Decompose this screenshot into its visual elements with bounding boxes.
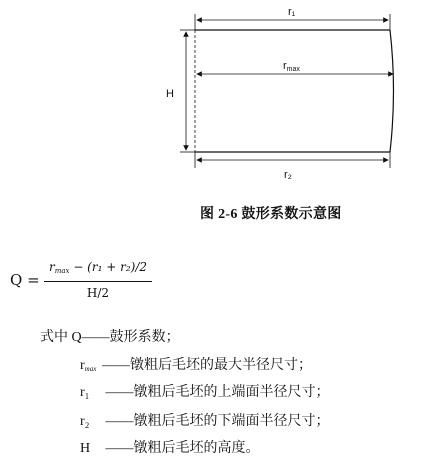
- symbol-h: H: [80, 441, 91, 456]
- fraction-bar: [44, 281, 152, 282]
- drum-coefficient-formula: [10, 258, 190, 302]
- workpiece-outline: [195, 30, 394, 152]
- height-label: H: [166, 88, 174, 100]
- symbol-rmax: $r_{max}$: [80, 358, 97, 373]
- r1-label: r₁: [288, 6, 296, 18]
- r2-label: r₂: [284, 169, 292, 181]
- definition-h: H ——镦粗后毛坯的高度。: [80, 441, 260, 456]
- drum-shape-diagram: [0, 0, 426, 200]
- symbol-r2: r₂: [80, 414, 90, 429]
- formula-fraction: [44, 258, 152, 302]
- rmax-label: rmax: [283, 60, 300, 73]
- symbol-r1: r₁: [80, 385, 90, 400]
- definitions-intro: 式中 Q——鼓形系数；: [40, 330, 180, 345]
- definition-r2: r₂ ——镦粗后毛坯的下端面半径尺寸；: [80, 414, 330, 429]
- formula-lhs: Q =: [10, 271, 40, 289]
- formula-denominator: H/2: [86, 286, 110, 300]
- formula-numerator: $r_{max} - (r_1 + r_2)/2$: [48, 260, 148, 275]
- height-dimension: [180, 30, 195, 152]
- r2-dimension: [195, 152, 390, 168]
- definition-r1: r₁ ——镦粗后毛坯的上端面半径尺寸；: [80, 385, 330, 400]
- figure-caption: 图 2-6 鼓形系数示意图: [200, 207, 342, 222]
- definition-rmax: $r_{max}$ ——镦粗后毛坯的最大半径尺寸；: [80, 358, 312, 373]
